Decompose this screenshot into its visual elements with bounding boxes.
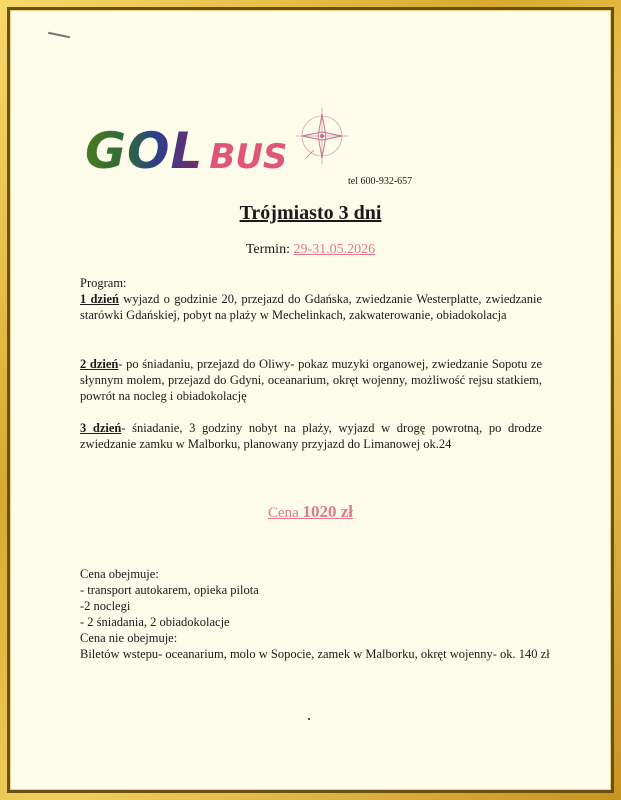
day-1-description xyxy=(80,291,542,323)
excludes-heading: Cena nie obejmuje: xyxy=(80,631,178,645)
includes-heading: Cena obejmuje: xyxy=(80,567,159,581)
logo-text-gol: GOL xyxy=(85,122,204,180)
price-details xyxy=(80,566,550,662)
phone-number: tel 600-932-657 xyxy=(348,176,413,187)
includes-item: - 2 śniadania, 2 obiadokolacje xyxy=(80,615,230,629)
day-1-label: 1 dzień xyxy=(80,292,120,306)
termin-label: Termin: xyxy=(245,242,294,257)
day-2-text: - po śniadaniu, przejazd do Oliwy- pokaz muzyki organowej, zwiedzanie Sopotu ze słynnym molem, przejazd do Gdyni, oceanarium, okręt wojenny, możliwość rejsu statkiem, powrót na nocleg i obiadokolację xyxy=(80,357,542,403)
day-3-description xyxy=(80,420,542,452)
page-title: Trójmiasto 3 dni xyxy=(239,202,382,224)
compass-icon xyxy=(292,106,352,170)
excludes-text: Biletów wstepu- oceanarium, molo w Sopocie, zamek w Malborku, okręt wojenny- ok. 140 zł xyxy=(80,647,550,661)
pen-mark xyxy=(48,32,70,39)
day-1-text: wyjazd o godzinie 20, przejazd do Gdańska, zwiedzanie Westerplatte, zwiedzanie starówki Gdańskiej, pobyt na plaży w Mechelinkach, zakwaterowanie, obiadokolacja xyxy=(80,292,542,322)
document-page xyxy=(7,7,614,793)
trip-dates xyxy=(10,242,611,258)
day-2-description xyxy=(80,356,542,404)
program-label: Program: xyxy=(80,276,127,290)
termin-date: 29-31.05.2026 xyxy=(293,242,376,257)
price xyxy=(10,502,611,522)
day-3-label: 3 dzień xyxy=(80,421,122,435)
golbus-logo xyxy=(85,122,287,182)
price-label: Cena xyxy=(267,505,303,521)
day-3-text: - śniadanie, 3 godziny nobyt na plaży, wyjazd w drogę powrotną, po drodze zwiedzanie zamku w Malborku, planowany przyjazd do Limanowej ok.24 xyxy=(80,421,542,451)
price-amount: 1020 zł xyxy=(302,502,354,521)
day-2-label: 2 dzień xyxy=(80,357,119,371)
includes-item: - transport autokarem, opieka pilota xyxy=(80,583,259,597)
includes-item: -2 noclegi xyxy=(80,599,131,613)
logo-text-bus: BUS xyxy=(209,137,288,177)
stray-dot xyxy=(308,718,310,720)
